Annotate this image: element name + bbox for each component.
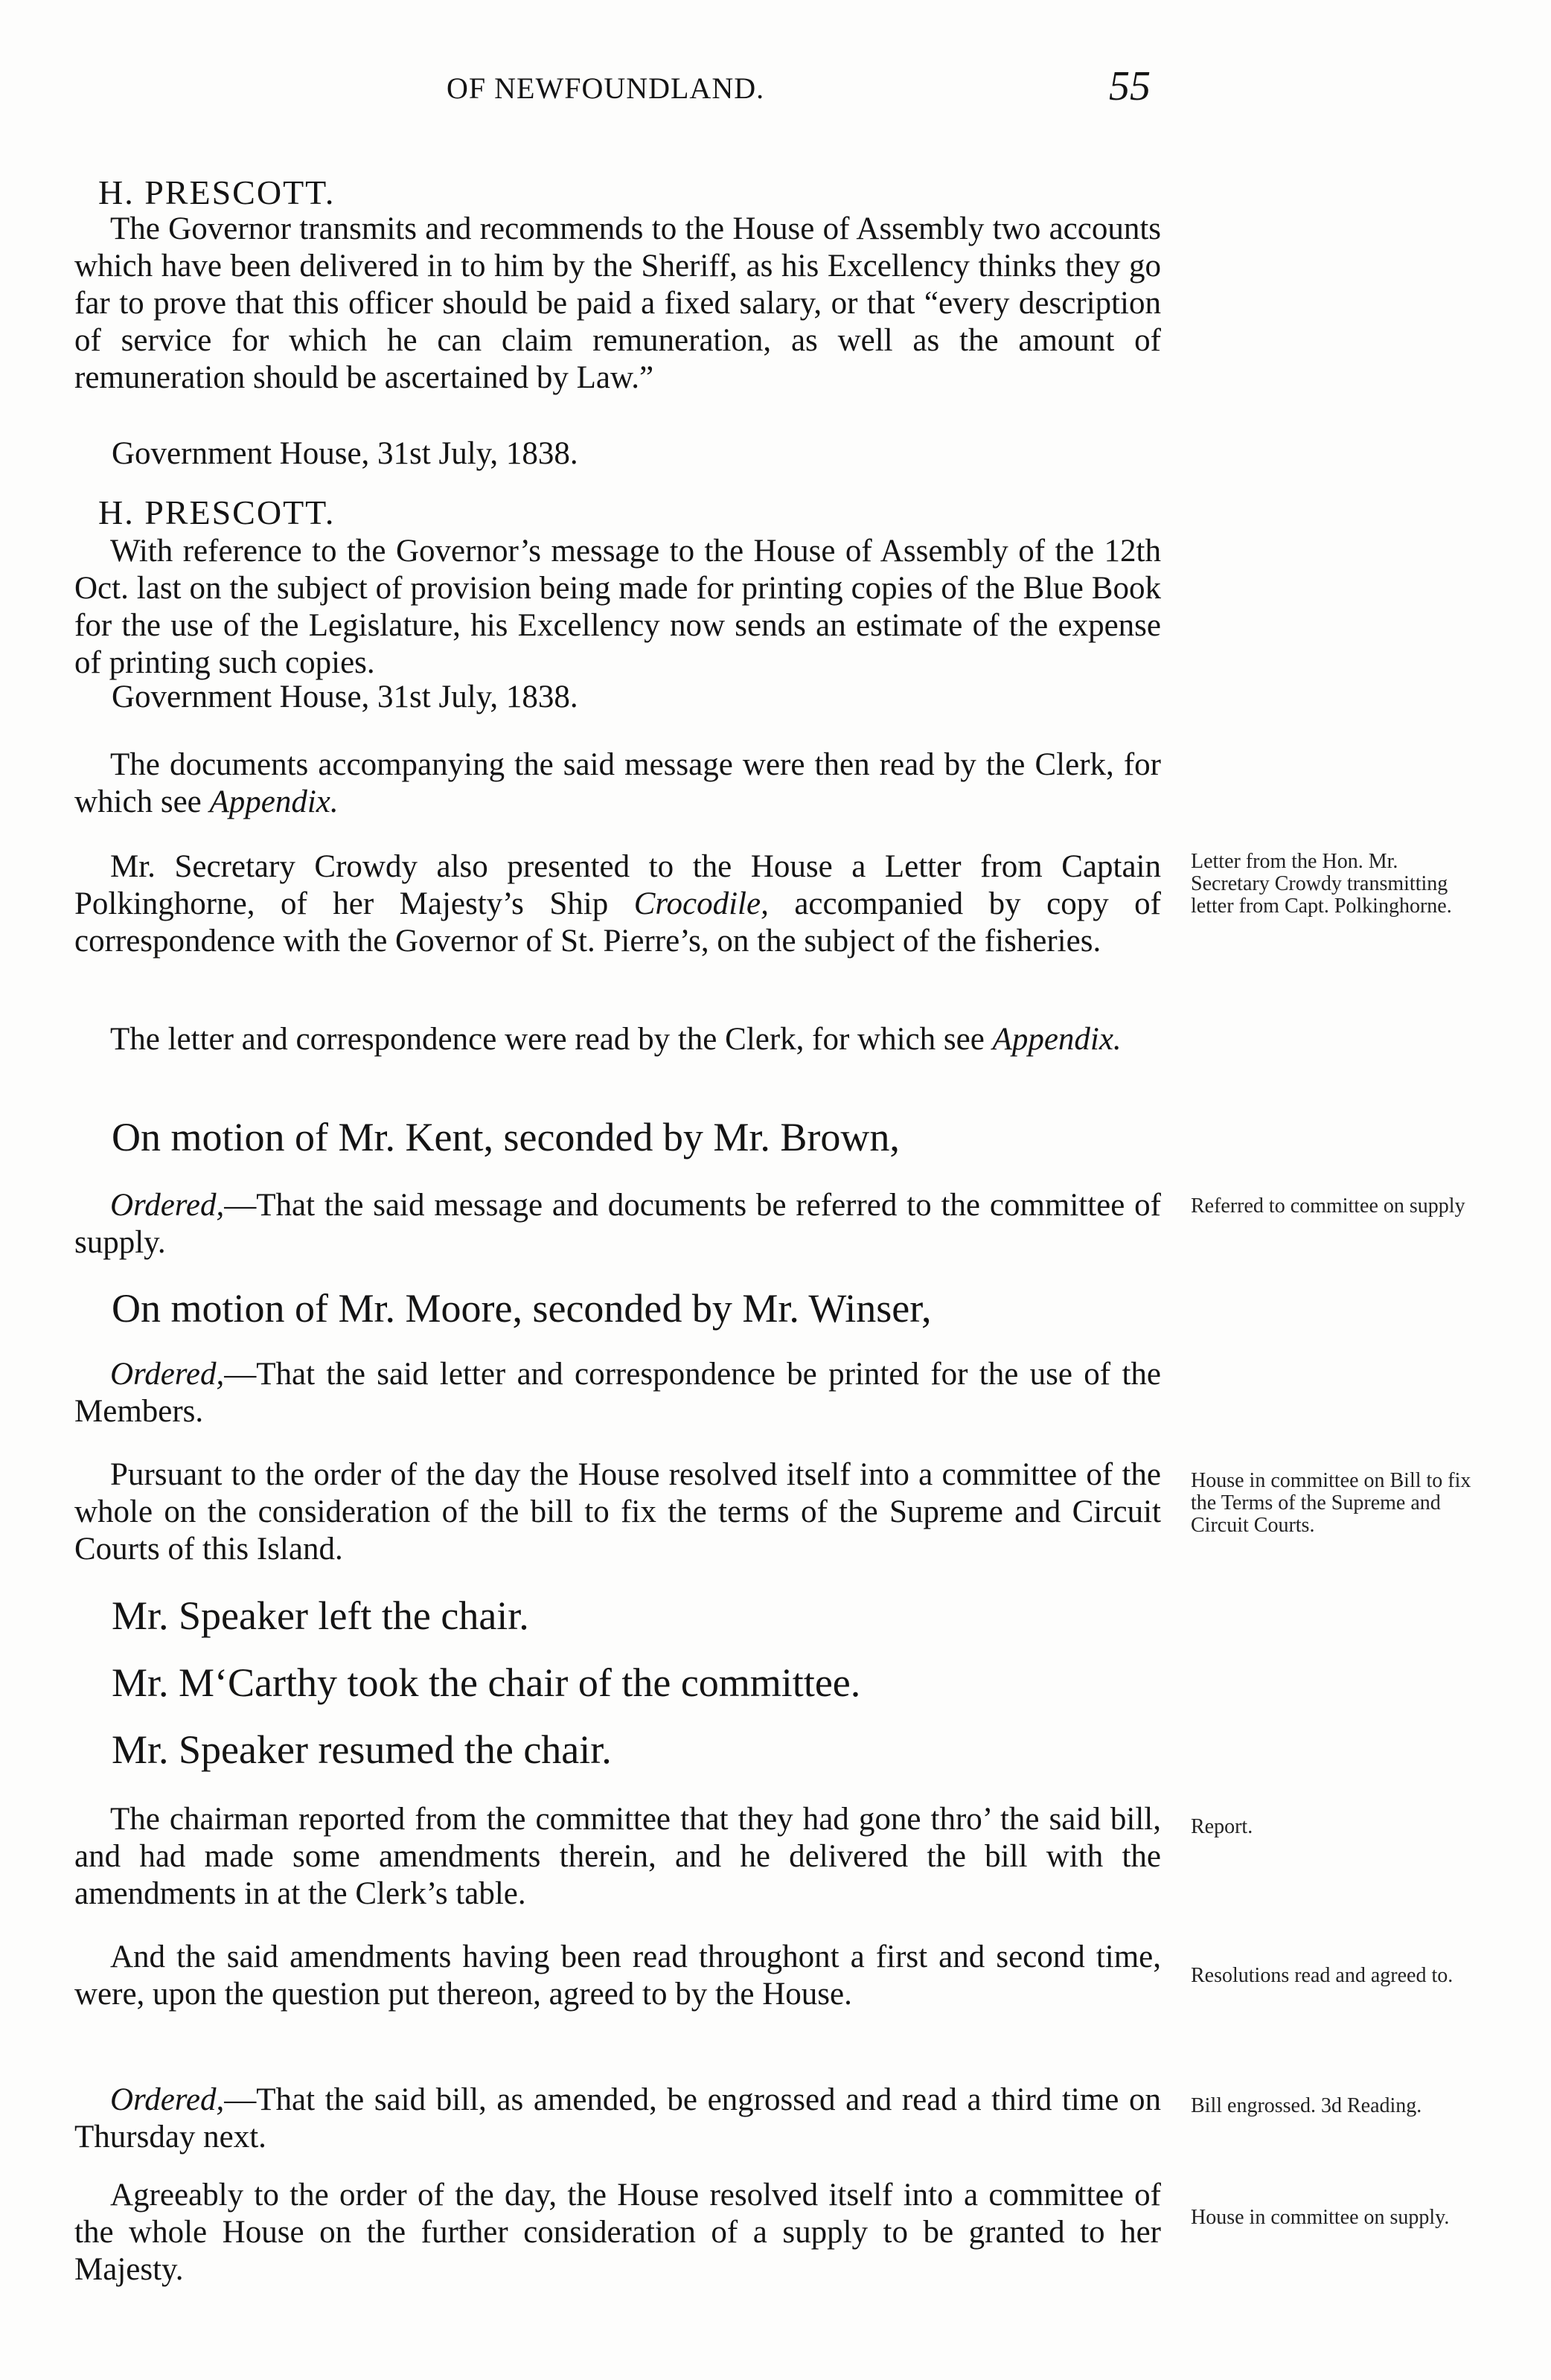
ordered-label: Ordered, — [110, 1188, 225, 1223]
documents-read-paragraph — [74, 746, 1161, 821]
committee-supply-paragraph: Agreeably to the order of the day, the House resolved itself into a committee of the whole House on the further consideration of a supply to be granted to her Majesty. — [74, 2178, 1161, 2287]
margin-note-report: Report. — [1191, 1815, 1253, 1838]
margin-note-resolutions: Resolutions read and agreed to. — [1191, 1964, 1454, 1987]
message-2-signature: H. PRESCOTT. — [98, 493, 336, 531]
order-text: —That the said letter and correspondence be printed for the use of the Members. — [74, 1357, 1161, 1429]
message-2-body: With reference to the Governor’s message to the House of Assembly of the 12th Oct. last on the subject of provision being made for printing copies of the Blue Book for the use of the Legislature, his Excellency now sends an estimate of the expense of printing such copies. — [74, 534, 1161, 680]
page-number: 55 — [1109, 63, 1151, 109]
ordered-label: Ordered, — [110, 2082, 225, 2117]
motion-kent-brown: On motion of Mr. Kent, seconded by Mr. Brown, — [112, 1115, 900, 1159]
appendix-reference: Appendix. — [209, 784, 339, 819]
margin-note-house-committee: House in committee on Bill to fix the Terms of the Supreme and Circuit Courts. — [1191, 1469, 1471, 1537]
mccarthy-took-chair: Mr. M‘Carthy took the chair of the committee. — [112, 1660, 861, 1705]
margin-note-supply: House in committee on supply. — [1191, 2206, 1450, 2229]
ordered-label: Ordered, — [110, 1357, 225, 1392]
order-printed — [74, 1356, 1161, 1430]
order-text: —That the said bill, as amended, be engrossed and read a third time on Thursday next. — [74, 2082, 1161, 2155]
speaker-left-chair: Mr. Speaker left the chair. — [112, 1593, 529, 1638]
motion-moore-winser: On motion of Mr. Moore, seconded by Mr. Winser, — [112, 1286, 932, 1331]
committee-courts-paragraph: Pursuant to the order of the day the House resolved itself into a committee of the whole on the consideration of the bill to fix the terms of the Supreme and Circuit Courts of this Island. — [74, 1457, 1161, 1567]
letter-presented-text: Mr. Secretary Crowdy also presented to the House a Letter from Captain Polkinghorne, of her Majesty’s Ship — [74, 849, 1161, 921]
ship-name: Crocodile, — [633, 886, 769, 921]
chairman-report-paragraph: The chairman reported from the committee that they had gone thro’ the said bill, and had made some amendments therein, and he delivered the bill with the amendments in at the Clerk’s table. — [74, 1802, 1161, 1911]
running-header: OF NEWFOUNDLAND. — [447, 71, 765, 105]
order-referred-supply — [74, 1187, 1161, 1261]
margin-note-engrossed: Bill engrossed. 3d Reading. — [1191, 2094, 1422, 2117]
message-1-signature: H. PRESCOTT. — [98, 173, 336, 211]
margin-note-letter: Letter from the Hon. Mr. Secretary Crowdy transmitting letter from Capt. Polkinghorne. — [1191, 850, 1452, 918]
order-text: —That the said message and documents be referred to the committee of supply. — [74, 1188, 1161, 1260]
amendments-paragraph: And the said amendments having been read throughont a first and second time, were, upon the question put thereon, agreed to by the House. — [74, 1939, 1161, 2012]
letter-read-text: The letter and correspondence were read by the Clerk, for which see — [110, 1022, 985, 1057]
letter-presented-text-end: accompanied by copy of correspondence with the Governor of St. Pierre’s, on the subject of the fisheries. — [74, 886, 1161, 959]
speaker-resumed-chair: Mr. Speaker resumed the chair. — [112, 1727, 612, 1772]
appendix-reference: Appendix. — [992, 1022, 1122, 1057]
order-engrossed — [74, 2082, 1161, 2156]
documents-read-text: The documents accompanying the said message were then read by the Clerk, for which see — [74, 747, 1161, 819]
message-1-date: Government House, 31st July, 1838. — [112, 436, 578, 471]
letter-read-paragraph — [74, 1021, 1161, 1058]
message-1-body: The Governor transmits and recommends to the House of Assembly two accounts which have been delivered in to him by the Sheriff, as his Excellency thinks they go far to prove that this officer should be paid a fixed salary, or that “every description of service for which he can claim remuneration, as well as the amount of remuneration should be ascertained by Law.” — [74, 211, 1161, 395]
letter-presented-paragraph — [74, 848, 1161, 960]
message-2-date: Government House, 31st July, 1838. — [112, 679, 578, 714]
margin-note-referred: Referred to committee on supply — [1191, 1194, 1465, 1218]
